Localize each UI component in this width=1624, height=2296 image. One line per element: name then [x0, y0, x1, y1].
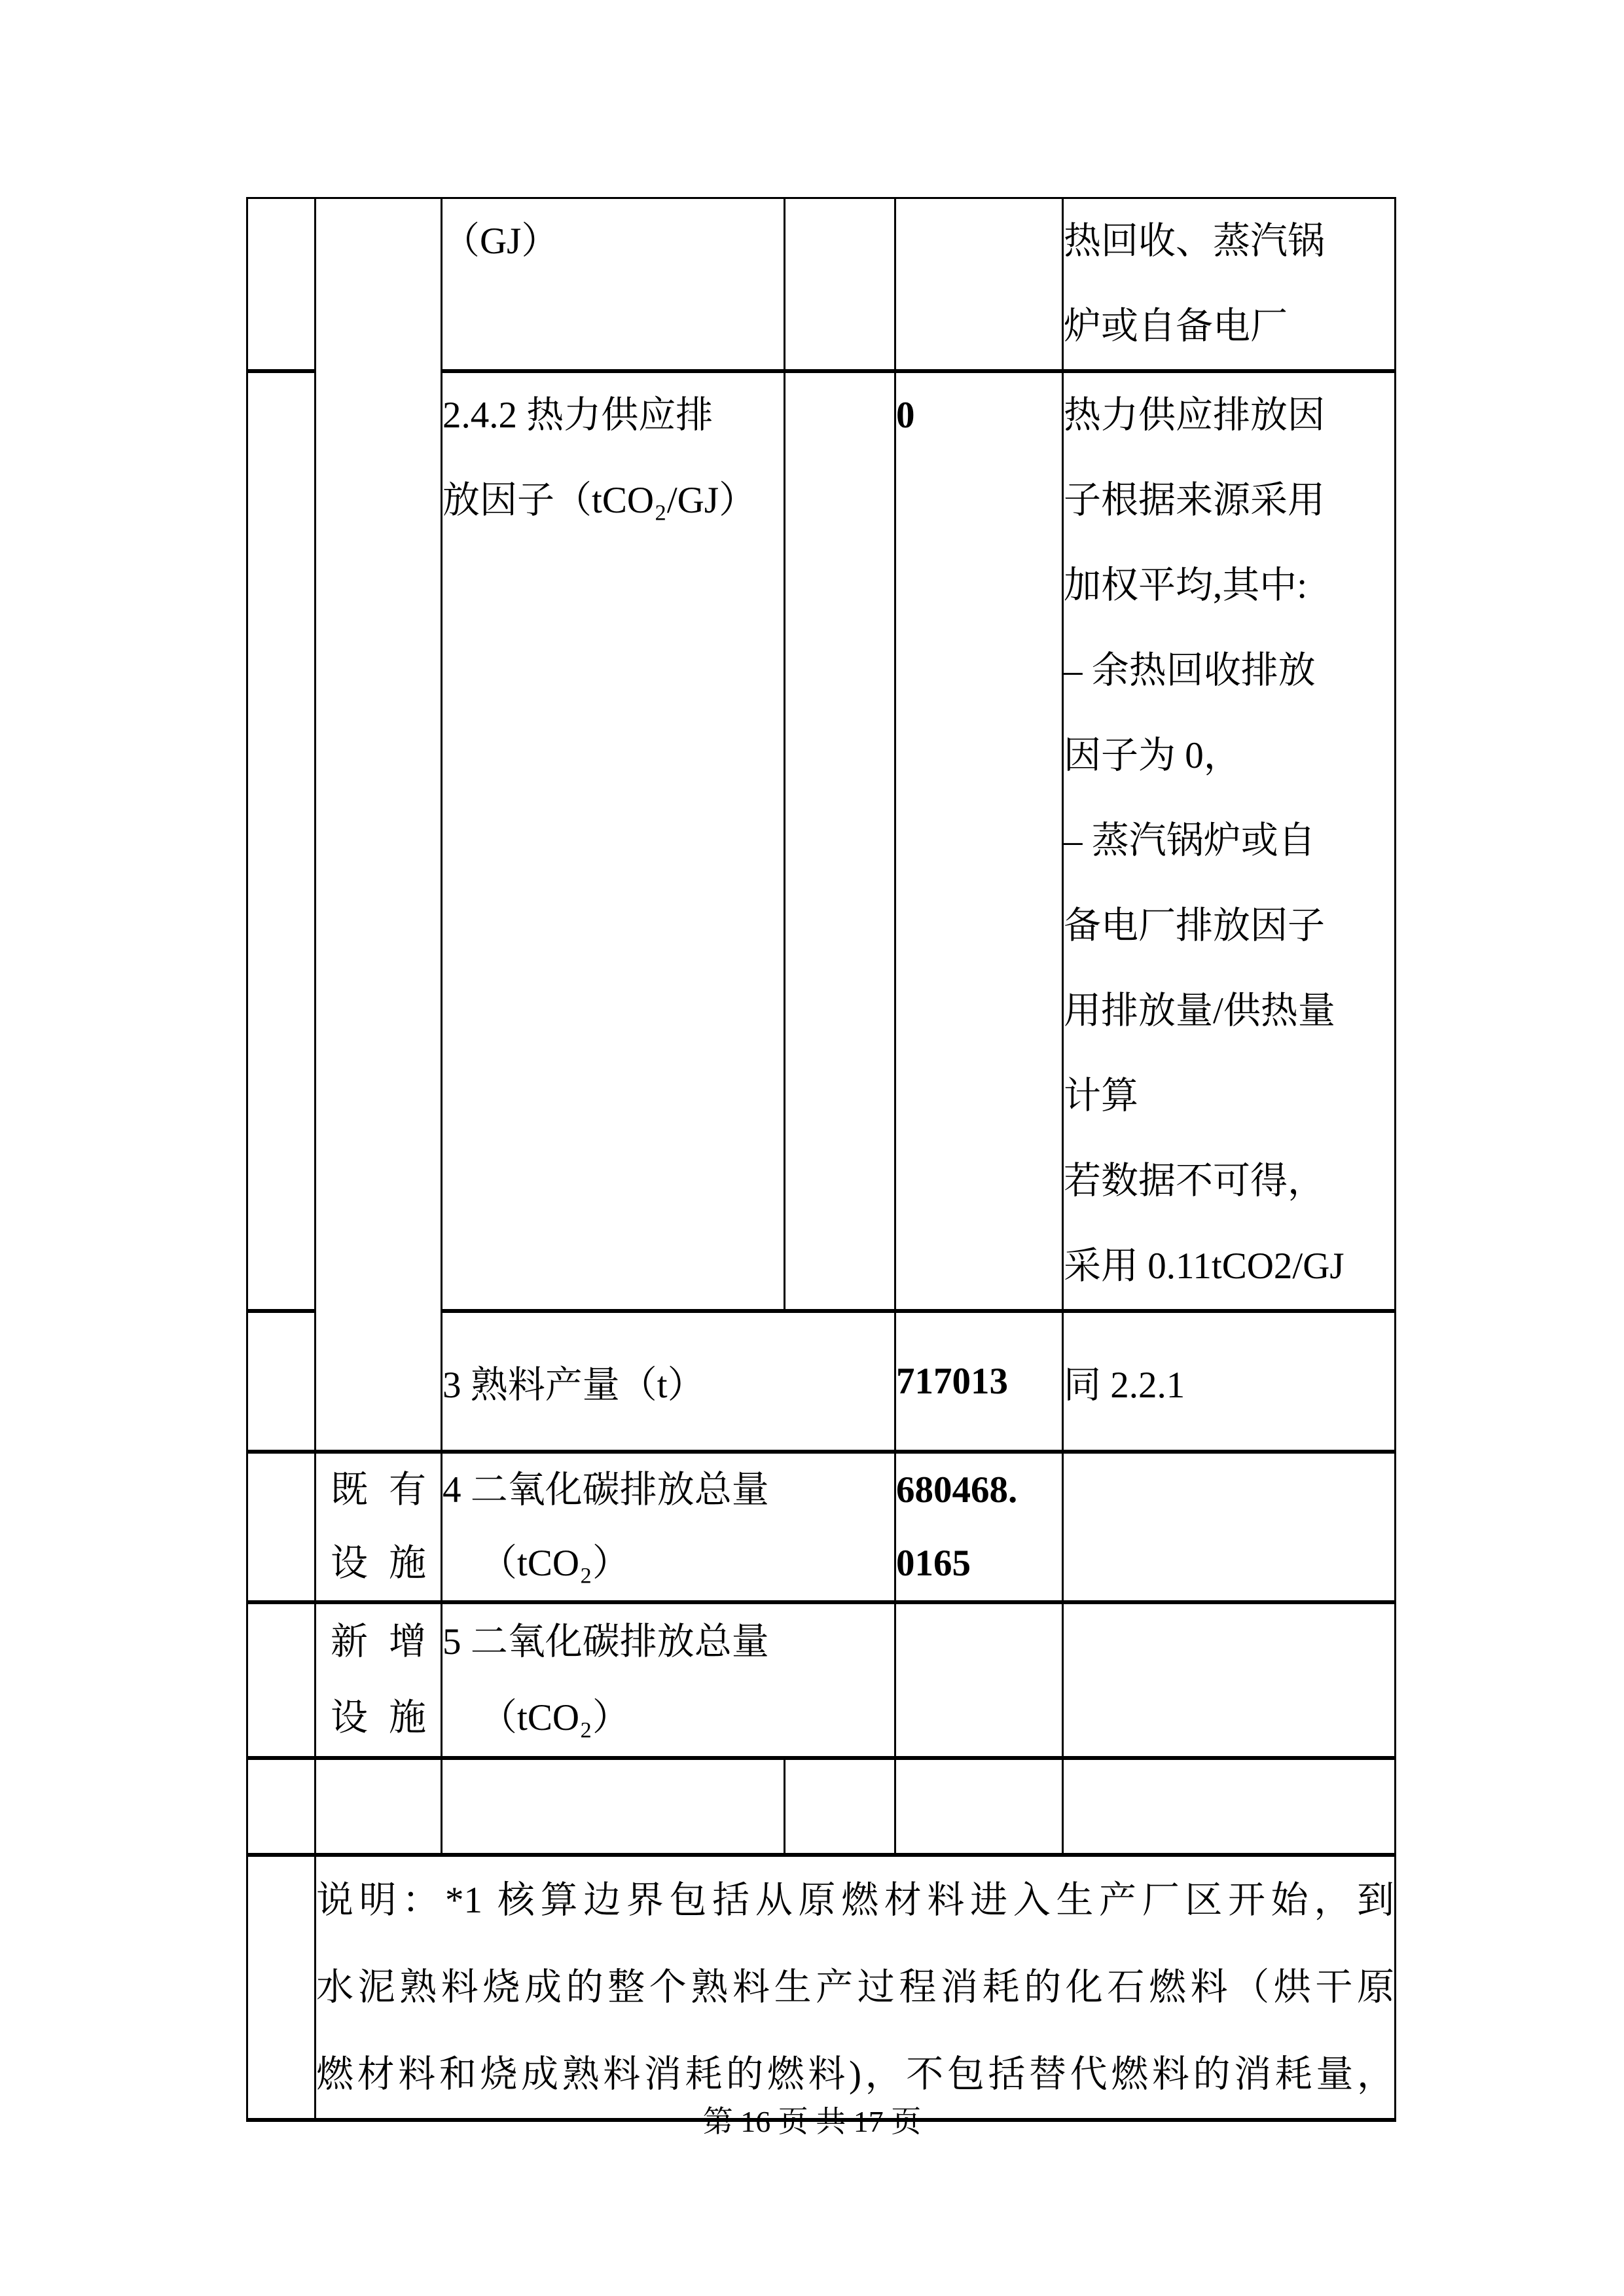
cell-r4-group-label — [316, 1452, 447, 1602]
cell-notes — [316, 1855, 1396, 2120]
text-line: 子根据来源采用 — [1064, 480, 1325, 521]
table-row-5-new — [247, 1602, 1396, 1758]
text-line: （tCO₂） — [480, 1543, 630, 1584]
cell-r1-empty — [785, 198, 895, 372]
cell-r1-note — [1063, 198, 1396, 372]
text-line: 680468. — [896, 1469, 1018, 1511]
text-line: 水泥熟料烧成的整个熟料生产过程消耗的化石燃料（烘干原 — [316, 1967, 1394, 2008]
cell-r3-note: 同 2.2.1 — [1063, 1311, 1396, 1452]
text-line: 2.4.2 热力供应排 — [442, 395, 713, 436]
text-line: – 余热回收排放 — [1064, 650, 1316, 691]
cell-r4-note-empty — [1063, 1452, 1396, 1602]
cell-r6-c5 — [895, 1758, 1063, 1855]
cell-r2-empty — [785, 371, 895, 1311]
text-line: 燃材料和烧成熟料消耗的燃料)，不包括替代燃料的消耗量， — [316, 2054, 1394, 2095]
cell-r3-spacer — [247, 1311, 316, 1452]
text-line: 热力供应排放因 — [1064, 395, 1325, 436]
text-line: 说明：*1 核算边界包括从原燃材料进入生产厂区开始，到 — [316, 1880, 1394, 1921]
cell-r6-c6 — [1063, 1758, 1396, 1855]
cell-r5-note-empty — [1063, 1602, 1396, 1758]
text-line: 4 二氧化碳排放总量 — [442, 1469, 769, 1511]
text-line: 用排放量/供热量 — [1064, 990, 1335, 1031]
cell-r4-item — [442, 1452, 895, 1602]
text-line: 5 二氧化碳排放总量 — [442, 1621, 769, 1662]
text-line: 0165 — [896, 1543, 971, 1584]
text-line: 备电厂排放因子 — [1064, 905, 1325, 946]
cell-r3-value: 717013 — [895, 1311, 1063, 1452]
cell-r4-value — [895, 1452, 1063, 1602]
cell-r2-spacer — [247, 371, 316, 1311]
text-line: 加权平均,其中: — [1064, 565, 1308, 606]
text-line: – 蒸汽锅炉或自 — [1064, 820, 1316, 861]
text-line: 既有 — [331, 1469, 447, 1511]
text-line: 新增 — [331, 1621, 447, 1662]
text-line: （tCO₂） — [480, 1697, 630, 1738]
text-line: 因子为 0， — [1064, 735, 1241, 776]
cell-r2-note — [1063, 371, 1396, 1311]
cell-r1-value-empty — [895, 198, 1063, 372]
cell-r5-item — [442, 1602, 895, 1758]
text-line: 热回收、蒸汽锅 — [1064, 221, 1325, 262]
text-line: 若数据不可得， — [1064, 1160, 1325, 1202]
text-line: 设施 — [331, 1697, 447, 1738]
cell-r2-item — [442, 371, 785, 1311]
cell-r1-item-unit: （GJ） — [442, 198, 785, 372]
text-line: 放因子（tCO₂/GJ） — [442, 480, 757, 521]
cell-r6-c4 — [785, 1758, 895, 1855]
emissions-table — [246, 197, 1396, 2122]
cell-group-merged-empty — [316, 198, 442, 1452]
cell-r7-spacer — [247, 1855, 316, 2120]
table-row-notes — [247, 1855, 1396, 2120]
cell-r4-spacer — [247, 1452, 316, 1602]
text-line: 设施 — [331, 1543, 447, 1584]
table-row-4-existing — [247, 1452, 1396, 1602]
cell-r6-c3 — [442, 1758, 785, 1855]
cell-r5-value-empty — [895, 1602, 1063, 1758]
text-line: 计算 — [1064, 1075, 1138, 1117]
cell-r3-item: 3 熟料产量（t） — [442, 1311, 895, 1452]
table-row-empty — [247, 1758, 1396, 1855]
cell-r6-c2 — [316, 1758, 442, 1855]
cell-r2-value: 0 — [895, 371, 1063, 1311]
text-line: 采用 0.11tCO2/GJ — [1064, 1246, 1344, 1287]
cell-r1-spacer — [247, 198, 316, 372]
cell-r6-c1 — [247, 1758, 316, 1855]
cell-r5-spacer — [247, 1602, 316, 1758]
page-number-footer: 第 16 页 共 17 页 — [702, 2105, 922, 2138]
cell-r5-group-label — [316, 1602, 447, 1758]
table-row-gj-continuation — [247, 198, 1396, 372]
text-line: 炉或自备电厂 — [1064, 306, 1288, 347]
